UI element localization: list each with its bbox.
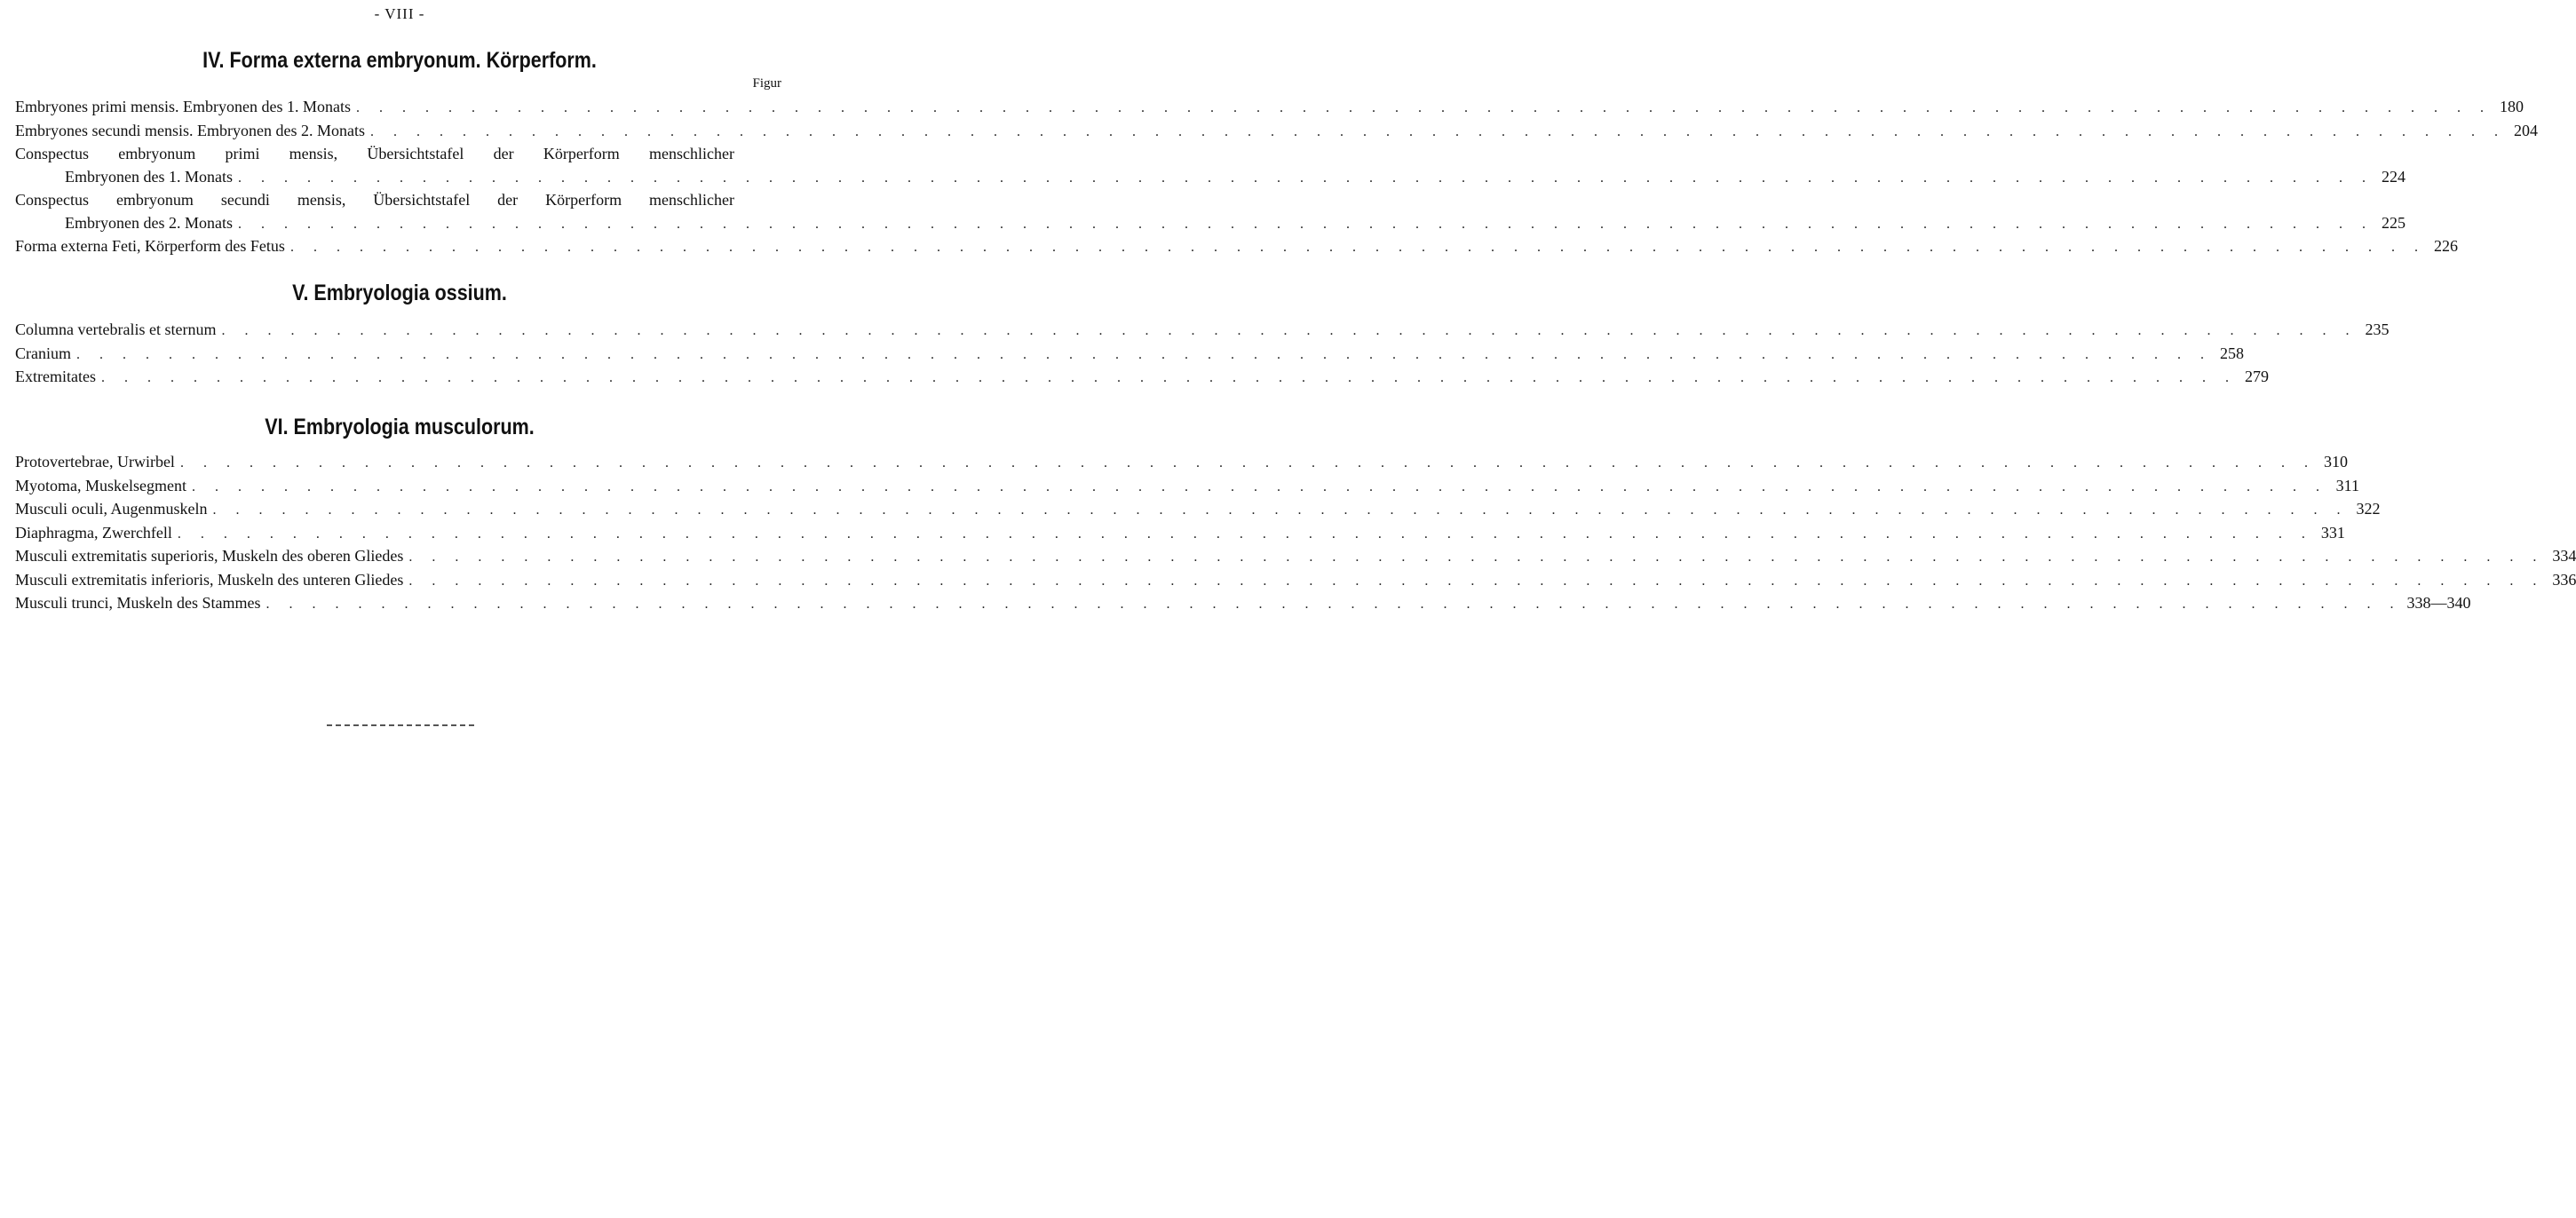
figure-column-header: Figur <box>752 76 781 91</box>
leader-dots: . . . . . . . . . . . . . . . . . . . . . . . . . . . . . . . . . . . . . . . . . . . . . . . . . . . . . . . . . . . . . . . . . . . . . . . . . . . . . . . . . . . . . . . . . . . . . <box>266 597 2402 612</box>
entry-title: Conspectus embryonum primi mensis, Übersichtstafel der Körperform menschlicher <box>15 145 734 162</box>
toc-entry <box>15 189 2406 235</box>
page-reference: 322 <box>2356 500 2381 518</box>
page-reference: 279 <box>2244 368 2269 385</box>
entry-line <box>15 522 2345 546</box>
page-reference: 224 <box>2381 167 2406 186</box>
toc-entry <box>15 366 2269 390</box>
end-rule <box>327 724 474 726</box>
entry-title: Myotoma, Muskelsegment <box>15 476 186 494</box>
entry-line <box>15 569 2576 593</box>
leader-dots: . . . . . . . . . . . . . . . . . . . . . . . . . . . . . . . . . . . . . . . . . . . . . . . . . . . . . . . . . . . . . . . . . . . . . . . . . . . . . . . . . . . . . . . . . . . . . <box>100 370 2237 385</box>
page-reference: 204 <box>2513 121 2538 139</box>
entry-line <box>15 235 2458 259</box>
toc-list-section-v <box>15 319 2390 390</box>
entry-title: Extremitates <box>15 368 96 385</box>
entry-line <box>15 96 2524 120</box>
entry-title: Musculi trunci, Muskeln des Stammes <box>15 594 261 612</box>
leader-dots: . . . . . . . . . . . . . . . . . . . . . . . . . . . . . . . . . . . . . . . . . . . . . . . . . . . . . . . . . . . . . . . . . . . . . . . . . . . . . . . . . . . . . . . . . . . . . <box>355 100 2492 115</box>
page-reference: 336 <box>2552 570 2576 589</box>
entry-title: Embryones secundi mensis. Embryonen des 2. Monats <box>15 121 365 139</box>
page-reference: 235 <box>2365 320 2390 338</box>
entry-line <box>15 366 2269 390</box>
entry-title: Columna vertebralis et sternum <box>15 320 217 338</box>
toc-entry <box>15 475 2359 499</box>
leader-dots: . . . . . . . . . . . . . . . . . . . . . . . . . . . . . . . . . . . . . . . . . . . . . . . . . . . . . . . . . . . . . . . . . . . . . . . . . . . . . . . . . . . . . . . . . . . . . <box>369 123 2506 139</box>
page-reference: 334 <box>2552 547 2576 565</box>
entry-line <box>15 166 2406 190</box>
entry-line <box>15 475 2359 499</box>
leader-dots: . . . . . . . . . . . . . . . . . . . . . . . . . . . . . . . . . . . . . . . . . . . . . . . . . . . . . . . . . . . . . . . . . . . . . . . . . . . . . . . . . . . . . . . . . . . . . <box>191 478 2327 494</box>
toc-entry <box>15 522 2345 546</box>
page-reference: 338—340 <box>2406 594 2471 612</box>
page-reference: 225 <box>2381 213 2406 232</box>
entry-title: Embryonen des 1. Monats <box>65 167 233 186</box>
leader-dots: . . . . . . . . . . . . . . . . . . . . . . . . . . . . . . . . . . . . . . . . . . . . . . . . . . . . . . . . . . . . . . . . . . . . . . . . . . . . . . . . . . . . . . . . . . . . . <box>408 550 2545 565</box>
entry-title: Embryonen des 2. Monats <box>65 213 233 232</box>
toc-list-section-vi <box>15 451 2576 616</box>
entry-line <box>15 319 2390 343</box>
entry-line <box>15 143 784 166</box>
page-reference: 258 <box>2220 344 2244 362</box>
entry-line <box>15 545 2576 569</box>
entry-line <box>15 592 2471 616</box>
toc-entry <box>15 120 2538 144</box>
toc-entry <box>15 96 2524 120</box>
entry-title: Diaphragma, Zwerchfell <box>15 523 172 542</box>
section-heading-vi: VI. Embryologia musculorum. <box>265 415 535 439</box>
toc-entry <box>15 545 2576 569</box>
leader-dots: . . . . . . . . . . . . . . . . . . . . . . . . . . . . . . . . . . . . . . . . . . . . . . . . . . . . . . . . . . . . . . . . . . . . . . . . . . . . . . . . . . . . . . . . . . . . . <box>177 526 2313 542</box>
page-reference: 226 <box>2433 237 2458 255</box>
entry-title: Musculi extremitatis superioris, Muskeln des oberen Gliedes <box>15 547 404 565</box>
leader-dots: . . . . . . . . . . . . . . . . . . . . . . . . . . . . . . . . . . . . . . . . . . . . . . . . . . . . . . . . . . . . . . . . . . . . . . . . . . . . . . . . . . . . . . . . . . . . . <box>212 502 2349 518</box>
section-heading-v: V. Embryologia ossium. <box>292 281 507 305</box>
entry-title: Musculi oculi, Augenmuskeln <box>15 500 208 518</box>
entry-title: Forma externa Feti, Körperform des Fetus <box>15 237 285 255</box>
page-number: - VIII - <box>374 5 425 22</box>
entry-line <box>15 189 784 212</box>
entry-title: Protovertebrae, Urwirbel <box>15 453 175 471</box>
page-reference: 310 <box>2323 453 2348 471</box>
leader-dots: . . . . . . . . . . . . . . . . . . . . . . . . . . . . . . . . . . . . . . . . . . . . . . . . . . . . . . . . . . . . . . . . . . . . . . . . . . . . . . . . . . . . . . . . . . . . . <box>237 170 2374 186</box>
entry-title: Embryones primi mensis. Embryonen des 1. Monats <box>15 98 351 115</box>
leader-dots: . . . . . . . . . . . . . . . . . . . . . . . . . . . . . . . . . . . . . . . . . . . . . . . . . . . . . . . . . . . . . . . . . . . . . . . . . . . . . . . . . . . . . . . . . . . . . <box>221 323 2358 338</box>
leader-dots: . . . . . . . . . . . . . . . . . . . . . . . . . . . . . . . . . . . . . . . . . . . . . . . . . . . . . . . . . . . . . . . . . . . . . . . . . . . . . . . . . . . . . . . . . . . . . <box>237 216 2374 232</box>
toc-entry <box>15 569 2576 593</box>
entry-line <box>15 343 2244 367</box>
toc-entry <box>15 143 2406 189</box>
toc-entry <box>15 498 2381 522</box>
entry-line <box>15 120 2538 144</box>
entry-title: Cranium <box>15 344 71 362</box>
entry-line <box>15 212 2406 236</box>
toc-entry <box>15 451 2348 475</box>
toc-entry <box>15 235 2458 259</box>
leader-dots: . . . . . . . . . . . . . . . . . . . . . . . . . . . . . . . . . . . . . . . . . . . . . . . . . . . . . . . . . . . . . . . . . . . . . . . . . . . . . . . . . . . . . . . . . . . . . <box>408 573 2545 589</box>
entry-title: Musculi extremitatis inferioris, Muskeln des unteren Gliedes <box>15 570 404 589</box>
leader-dots: . . . . . . . . . . . . . . . . . . . . . . . . . . . . . . . . . . . . . . . . . . . . . . . . . . . . . . . . . . . . . . . . . . . . . . . . . . . . . . . . . . . . . . . . . . . . . <box>289 240 2426 255</box>
page-reference: 331 <box>2320 523 2345 542</box>
entry-line <box>15 451 2348 475</box>
leader-dots: . . . . . . . . . . . . . . . . . . . . . . . . . . . . . . . . . . . . . . . . . . . . . . . . . . . . . . . . . . . . . . . . . . . . . . . . . . . . . . . . . . . . . . . . . . . . . <box>76 346 2212 362</box>
section-heading-iv: IV. Forma externa embryonum. Körperform. <box>202 48 597 73</box>
page-reference: 180 <box>2499 98 2524 115</box>
toc-entry <box>15 343 2244 367</box>
leader-dots: . . . . . . . . . . . . . . . . . . . . . . . . . . . . . . . . . . . . . . . . . . . . . . . . . . . . . . . . . . . . . . . . . . . . . . . . . . . . . . . . . . . . . . . . . . . . . <box>179 455 2316 471</box>
entry-title: Conspectus embryonum secundi mensis, Übersichtstafel der Körperform menschlicher <box>15 191 734 209</box>
toc-entry <box>15 592 2471 616</box>
toc-list-section-iv <box>15 96 2538 259</box>
toc-entry <box>15 319 2390 343</box>
page-reference: 311 <box>2335 476 2359 494</box>
entry-line <box>15 498 2381 522</box>
